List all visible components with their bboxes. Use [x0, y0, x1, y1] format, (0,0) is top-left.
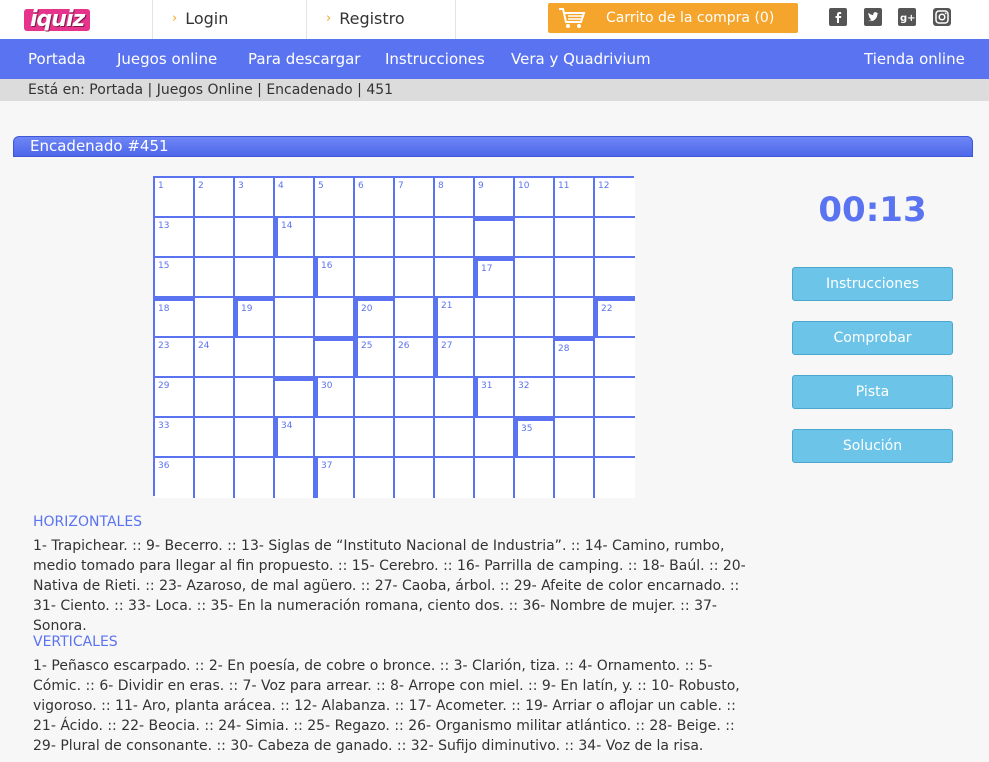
chevron-right-icon: › [326, 11, 332, 26]
grid-cell[interactable] [395, 258, 435, 298]
cell-number: 31 [481, 381, 493, 391]
grid-cell[interactable] [195, 178, 235, 218]
cell-number: 36 [158, 461, 170, 471]
grid-cell[interactable] [235, 458, 275, 498]
solution-button[interactable]: Solución [792, 429, 953, 463]
grid-cell[interactable] [515, 418, 555, 458]
grid-cell[interactable] [275, 418, 315, 458]
cell-number: 19 [241, 304, 253, 314]
cell-number: 29 [158, 381, 170, 391]
grid-cell[interactable] [235, 338, 275, 378]
cell-number: 3 [238, 181, 244, 191]
grid-cell[interactable] [435, 418, 475, 458]
grid-cell[interactable] [395, 178, 435, 218]
grid-cell[interactable] [155, 258, 195, 298]
grid-cell[interactable] [275, 178, 315, 218]
site-logo[interactable] [24, 7, 130, 33]
cell-number: 4 [278, 181, 284, 191]
breadcrumb [0, 79, 989, 101]
grid-cell[interactable] [435, 338, 475, 378]
twitter-icon[interactable] [864, 8, 882, 26]
grid-cell[interactable] [355, 298, 395, 338]
top-separator [455, 0, 456, 39]
facebook-icon[interactable] [829, 8, 847, 26]
login-label: Login [185, 9, 229, 28]
nav-item-portada[interactable]: Portada [28, 50, 86, 68]
grid-cell[interactable] [515, 178, 555, 218]
top-separator [152, 0, 153, 39]
nav-item-para-descargar[interactable]: Para descargar [248, 50, 361, 68]
logo-text: iquiz [24, 9, 90, 31]
grid-cell[interactable] [275, 338, 315, 378]
cell-number: 28 [558, 344, 570, 354]
grid-cell[interactable] [155, 178, 195, 218]
grid-cell[interactable] [395, 378, 435, 418]
cell-number: 32 [518, 381, 530, 391]
login-link[interactable] [172, 9, 228, 28]
cell-number: 2 [198, 181, 204, 191]
cart-button[interactable] [548, 3, 798, 33]
grid-cell[interactable] [195, 458, 235, 498]
grid-cell[interactable] [435, 258, 475, 298]
grid-cell[interactable] [235, 378, 275, 418]
grid-cell[interactable] [395, 418, 435, 458]
cell-number: 25 [361, 341, 373, 351]
timer: 00:13 [818, 190, 927, 230]
cell-number: 30 [321, 381, 333, 391]
vertical-clues-title: VERTICALES [33, 634, 118, 650]
grid-cell[interactable] [395, 338, 435, 378]
grid-cell[interactable] [355, 258, 395, 298]
grid-cell[interactable] [195, 418, 235, 458]
grid-cell[interactable] [435, 458, 475, 498]
grid-cell[interactable] [355, 338, 395, 378]
grid-cell[interactable] [555, 458, 595, 498]
grid-cell[interactable] [435, 378, 475, 418]
cell-number: 34 [281, 421, 293, 431]
grid-cell[interactable] [515, 258, 555, 298]
horizontal-clues-title: HORIZONTALES [33, 514, 143, 530]
crossword-grid [153, 176, 634, 496]
grid-cell[interactable] [235, 178, 275, 218]
grid-cell[interactable] [595, 218, 635, 258]
main-nav [0, 39, 989, 79]
grid-cell[interactable] [155, 418, 195, 458]
top-bar [0, 0, 989, 39]
grid-cell[interactable] [155, 458, 195, 498]
cell-number: 26 [398, 341, 410, 351]
cell-number: 16 [321, 261, 333, 271]
grid-cell[interactable] [555, 378, 595, 418]
nav-item-juegos-online[interactable]: Juegos online [117, 50, 218, 68]
nav-item-vera-quadrivium[interactable]: Vera y Quadrivium [511, 50, 651, 68]
grid-cell[interactable] [555, 258, 595, 298]
grid-cell[interactable] [435, 298, 475, 338]
grid-cell[interactable] [155, 298, 195, 338]
cell-number: 33 [158, 421, 170, 431]
grid-cell[interactable] [315, 418, 355, 458]
grid-cell[interactable] [595, 418, 635, 458]
grid-cell[interactable] [595, 258, 635, 298]
cell-number: 17 [481, 264, 493, 274]
cell-number: 11 [558, 181, 570, 191]
svg-text:g+: g+ [900, 13, 916, 24]
grid-cell[interactable] [555, 298, 595, 338]
grid-cell[interactable] [235, 218, 275, 258]
register-link[interactable] [326, 9, 405, 28]
grid-cell[interactable] [355, 418, 395, 458]
grid-cell[interactable] [555, 418, 595, 458]
grid-cell[interactable] [515, 378, 555, 418]
grid-cell[interactable] [515, 218, 555, 258]
grid-cell[interactable] [275, 218, 315, 258]
cell-number: 8 [438, 181, 444, 191]
cell-number: 22 [601, 304, 613, 314]
grid-cell[interactable] [195, 338, 235, 378]
hint-button[interactable]: Pista [792, 375, 953, 409]
grid-cell[interactable] [475, 458, 515, 498]
grid-cell[interactable] [275, 458, 315, 498]
grid-cell[interactable] [515, 338, 555, 378]
grid-cell[interactable] [275, 378, 315, 418]
horizontal-clues-text: 1- Trapichear. :: 9- Becerro. :: 13- Siglas de “Instituto Nacional de Industria”. :: 14- Camino, rumbo, medio tomado para llegar al fin propuesto. :: 15- Cerebro. :: 16- Parrilla de camping. :: 18- Baúl. :: 20- Nativa de Rieti. :: 23- Azaroso, de mal agüero. :: 27- Caoba, árbol. :: 29- Afeite de color encarnado. :: 31- Ciento. :: 33- Loca. :: 35- En la numeración romana, ciento dos. :: 36- Nombre de mujer. :: 37- Sonora. [33, 538, 746, 634]
grid-cell[interactable] [275, 298, 315, 338]
cell-number: 13 [158, 221, 170, 231]
grid-cell[interactable] [315, 458, 355, 498]
grid-cell[interactable] [355, 458, 395, 498]
grid-cell[interactable] [235, 258, 275, 298]
register-label: Registro [339, 9, 405, 28]
grid-cell[interactable] [595, 458, 635, 498]
cell-number: 21 [441, 301, 453, 311]
cell-number: 20 [361, 304, 373, 314]
grid-cell[interactable] [595, 378, 635, 418]
cell-number: 37 [321, 461, 333, 471]
cell-number: 6 [358, 181, 364, 191]
vertical-clues-text: 1- Peñasco escarpado. :: 2- En poesía, de cobre o bronce. :: 3- Clarión, tiza. :: 4- Ornamento. :: 5- Cómic. :: 6- Dividir en eras. :: 7- Voz para arrear. :: 8- Arrope con miel. :: 9- En latín, y. :: 10- Robusto, vigoroso. :: 11- Aro, planta arácea. :: 12- Alabanza. :: 17- Acometer. :: 19- Arriar o aflojar un cable. :: 21- Ácido. :: 22- Beocia. :: 24- Simia. :: 25- Regazo. :: 26- Organismo militar atlántico. :: 28- Beige. :: 29- Plural de consonante. :: 30- Cabeza de ganado. :: 32- Sufijo diminutivo. :: 34- Voz de la risa. [33, 658, 740, 754]
nav-item-tienda-online[interactable]: Tienda online [864, 50, 965, 68]
grid-cell[interactable] [475, 298, 515, 338]
grid-cell[interactable] [515, 298, 555, 338]
grid-cell[interactable] [595, 178, 635, 218]
grid-cell[interactable] [275, 258, 315, 298]
grid-cell[interactable] [195, 378, 235, 418]
cart-label: Carrito de la compra (0) [606, 10, 775, 26]
grid-cell[interactable] [315, 378, 355, 418]
grid-cell[interactable] [395, 218, 435, 258]
check-button[interactable]: Comprobar [792, 321, 953, 355]
grid-cell[interactable] [315, 298, 355, 338]
grid-cell[interactable] [595, 338, 635, 378]
grid-cell[interactable] [355, 218, 395, 258]
grid-cell[interactable] [195, 298, 235, 338]
cell-number: 35 [521, 424, 533, 434]
cell-number: 9 [478, 181, 484, 191]
cell-number: 12 [598, 181, 610, 191]
grid-cell[interactable] [475, 178, 515, 218]
grid-cell[interactable] [435, 218, 475, 258]
cell-number: 27 [441, 341, 453, 351]
grid-cell[interactable] [475, 258, 515, 298]
cell-number: 18 [158, 304, 170, 314]
cell-number: 14 [281, 221, 293, 231]
grid-cell[interactable] [515, 458, 555, 498]
grid-cell[interactable] [315, 178, 355, 218]
grid-cell[interactable] [555, 338, 595, 378]
nav-item-instrucciones[interactable]: Instrucciones [385, 50, 485, 68]
grid-cell[interactable] [195, 258, 235, 298]
cell-number: 10 [518, 181, 530, 191]
grid-cell[interactable] [155, 218, 195, 258]
grid-cell[interactable] [315, 258, 355, 298]
cell-number: 23 [158, 341, 170, 351]
grid-cell[interactable] [155, 338, 195, 378]
grid-cell[interactable] [355, 378, 395, 418]
page-title: Encadenado #451 [30, 137, 169, 155]
breadcrumb-text: Está en: Portada | Juegos Online | Encadenado | 451 [28, 82, 394, 98]
grid-cell[interactable] [555, 218, 595, 258]
page-title-bar [13, 136, 973, 157]
top-separator [306, 0, 307, 39]
grid-cell[interactable] [475, 378, 515, 418]
shopping-cart-icon [558, 7, 586, 29]
grid-cell[interactable] [315, 218, 355, 258]
grid-cell[interactable] [155, 378, 195, 418]
grid-cell[interactable] [195, 218, 235, 258]
grid-cell[interactable] [235, 418, 275, 458]
grid-cell[interactable] [595, 298, 635, 338]
grid-cell[interactable] [355, 178, 395, 218]
grid-cell[interactable] [435, 178, 475, 218]
grid-cell[interactable] [395, 298, 435, 338]
grid-cell[interactable] [395, 458, 435, 498]
grid-cell[interactable] [315, 338, 355, 378]
chevron-right-icon: › [172, 11, 178, 26]
grid-cell[interactable] [475, 218, 515, 258]
grid-cell[interactable] [475, 338, 515, 378]
cell-number: 5 [318, 181, 324, 191]
cell-number: 7 [398, 181, 404, 191]
instructions-button[interactable]: Instrucciones [792, 267, 953, 301]
cell-number: 24 [198, 341, 210, 351]
instagram-icon[interactable] [933, 8, 951, 26]
cell-number: 1 [158, 181, 164, 191]
grid-cell[interactable] [475, 418, 515, 458]
cell-number: 15 [158, 261, 170, 271]
google-plus-icon[interactable] [898, 8, 916, 26]
grid-cell[interactable] [555, 178, 595, 218]
grid-cell[interactable] [235, 298, 275, 338]
